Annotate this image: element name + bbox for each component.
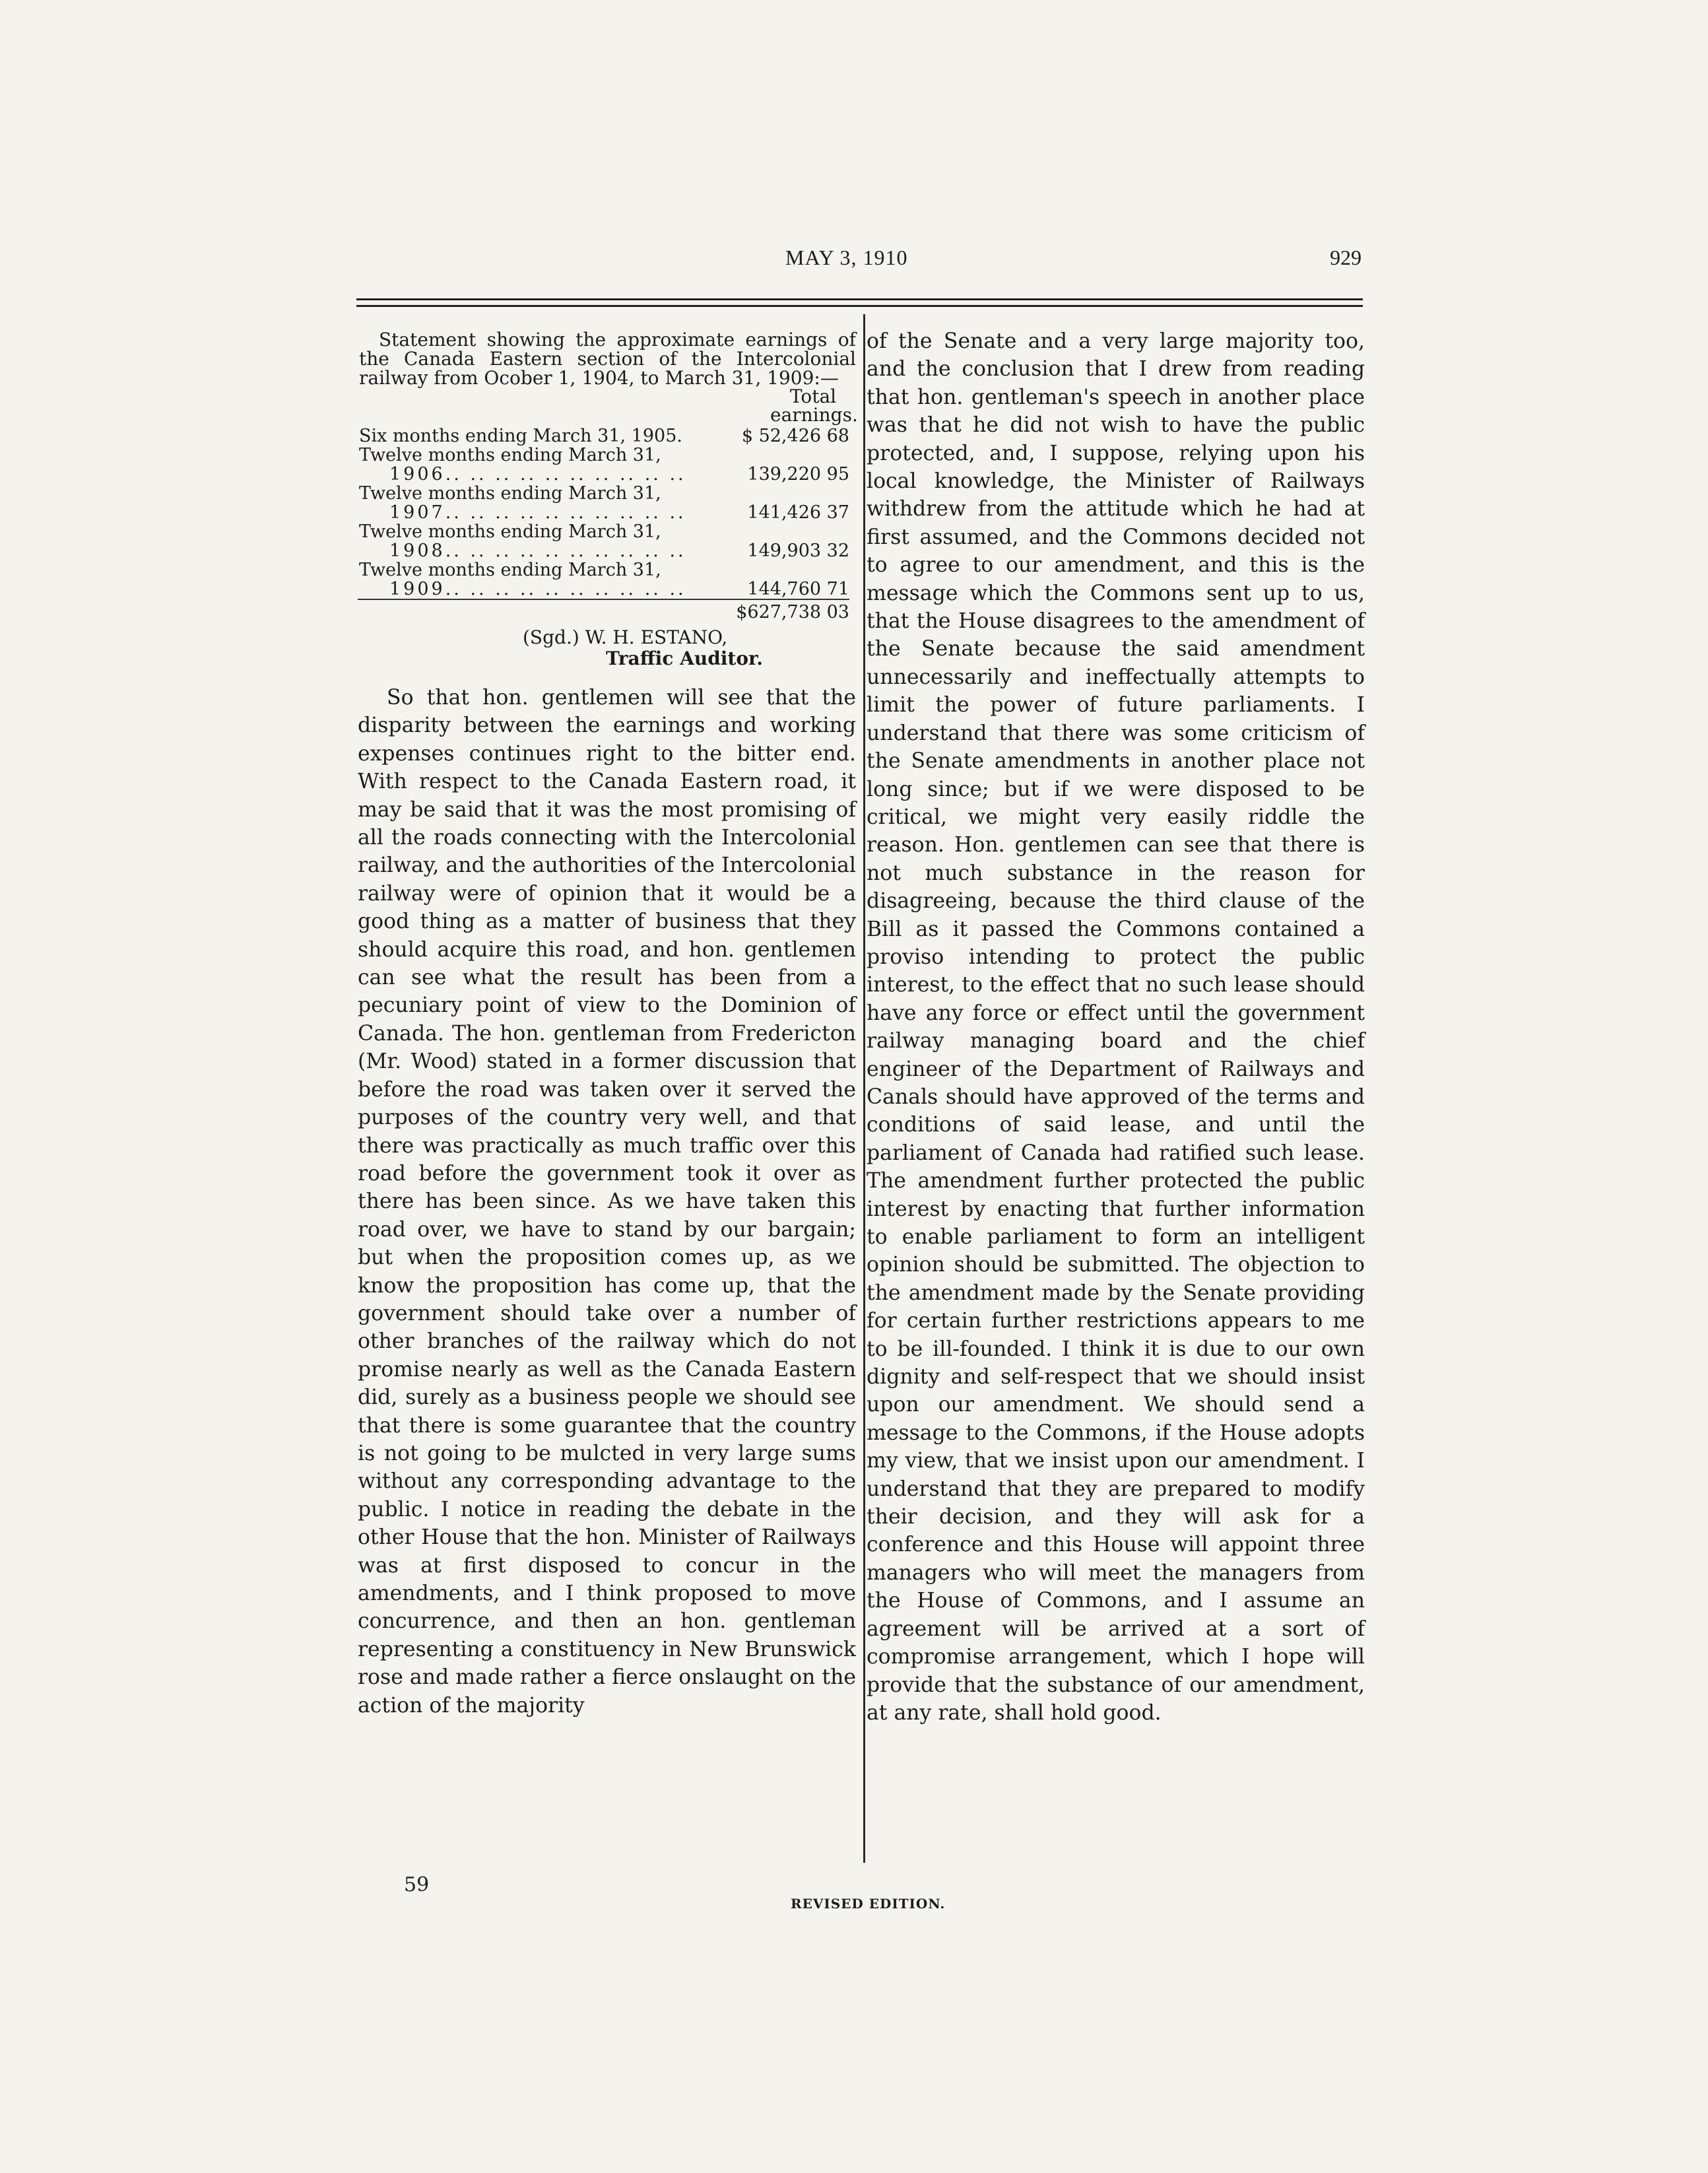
- earnings-table: [358, 426, 849, 622]
- row-sub: 1906.. .. .. .. .. .. .. .. .. ..: [389, 464, 686, 485]
- table-row: [358, 426, 849, 446]
- signature-mark: 59: [404, 1873, 430, 1896]
- row-sub: 1907.. .. .. .. .. .. .. .. .. ..: [389, 502, 686, 523]
- signature-block: [523, 627, 856, 669]
- row-label: Twelve months ending March 31,: [359, 445, 661, 465]
- signature-title: Traffic Auditor.: [606, 648, 763, 669]
- right-paragraph: of the Senate and a very large majority too, and the conclusion that I drew from reading that hon. gentleman's speech in another place was that he did not wish to have the public protected, and, I suppose, relying upon his local knowledge, the Minister of Railways withdrew from the attitude which he had at first assumed, and the Commons decided not to agree to our amendment, and this is the message which the Commons sent up to us, that the House disagrees to the amendment of the Senate because the said amendment unnecessarily and ineffectually attempts to limit the power of future parliaments. I understand that there was some criticism of the Senate amendments in another place not long since; but if we were disposed to be critical, we might very easily riddle the reason. Hon. gentlemen can see that there is not much substance in the reason for disagreeing, because the third clause of the Bill as it passed the Commons contained a proviso intending to protect the public interest, to the effect that no such lease should have any force or effect until the government railway managing board and the chief engineer of the Department of Railways and Canals should have approved of the terms and conditions of said lease, and until the parliament of Canada had ratified such lease. The amendment further protected the public interest by enacting that further information to enable parliament to form an intelligent opinion should be submitted. The objection to the amendment made by the Senate providing for certain further restrictions appears to me to be ill-founded. I think it is due to our own dignity and self-respect that we should insist upon our amendment. We should send a message to the Commons, if the House adopts my view, that we insist upon our amendment. I understand that they are prepared to modify their decision, and they will ask for a conference and this House will appoint three managers who will meet the managers from the House of Commons, and I assume an agreement will be arrived at a sort of compromise arrangement, which I hope will provide that the substance of our amendment, at any rate, shall hold good.: [867, 329, 1365, 1725]
- row-label: Six months ending March 31, 1905.: [359, 426, 682, 446]
- edition-label: REVISED EDITION.: [791, 1896, 946, 1912]
- table-row: [358, 446, 849, 465]
- table-total-row: [358, 599, 849, 622]
- row-label: Twelve months ending March 31,: [359, 483, 661, 504]
- table-row: [358, 503, 849, 522]
- total-amount: $627,738 03: [736, 599, 849, 622]
- row-sub: 1908.. .. .. .. .. .. .. .. .. ..: [389, 541, 686, 561]
- row-label: Twelve months ending March 31,: [359, 560, 661, 580]
- header-rule: [356, 298, 1363, 300]
- row-amount: 149,903 32: [747, 541, 849, 561]
- table-row: [358, 580, 849, 599]
- header-date: MAY 3, 1910: [785, 246, 908, 269]
- column-divider: [863, 314, 865, 1863]
- table-row: [358, 541, 849, 560]
- row-sub: 1909.. .. .. .. .. .. .. .. .. ..: [389, 579, 686, 599]
- row-amount: 141,426 37: [747, 502, 849, 523]
- row-amount: 144,760 71: [747, 579, 849, 599]
- header-rule: [356, 305, 1363, 307]
- table-row: [358, 522, 849, 541]
- table-row: [358, 560, 849, 580]
- page-number: 929: [1330, 246, 1362, 269]
- right-column: [867, 327, 1365, 1727]
- row-label: Twelve months ending March 31,: [359, 521, 661, 542]
- row-amount: $ 52,426 68: [741, 426, 849, 446]
- table-row: [358, 484, 849, 503]
- column-header-text: Total earnings.: [770, 385, 858, 426]
- left-paragraph: So that hon. gentlemen will see that the disparity between the earnings and working expenses continues right to the bitter end. With respect to the Canada Eastern road, it may be said that it was the most promising of all the roads connecting with the Intercolonial railway, and the authorities of the Intercolonial railway were of opinion that it would be a good thing as a matter of business that they should acquire this road, and hon. gentlemen can see what the result has been from a pecuniary point of view to the Dominion of Canada. The hon. gentleman from Fredericton (Mr. Wood) stated in a former discussion that before the road was taken over it served the purposes of the country very well, and that there was practically as much traffic over this road before the government took it over as there has been since. As we have taken this road over, we have to stand by our bargain; but when the proposition comes up, as we know the proposition has come up, that the government should take over a number of other branches of the railway which do not promise nearly as well as the Canada Eastern did, surely as a business people we should see that there is some guarantee that the country is not going to be mulcted in very large sums without any corresponding advantage to the public. I notice in reading the debate in the other House that the hon. Minister of Railways was at first disposed to concur in the amendments, and I think proposed to move concurrence, and then an hon. gentleman representing a constituency in New Brunswick rose and made rather a fierce onslaught on the action of the majority: [358, 686, 856, 1718]
- table-row: [358, 465, 849, 484]
- statement-caption: Statement showing the approximate earnings of the Canada Eastern section of the Intercolonial railway from Ocober 1, 1904, to March 31, 1909:—: [359, 329, 856, 389]
- left-column: [358, 330, 856, 1720]
- signature: (Sgd.) W. H. ESTANO,: [523, 626, 728, 648]
- row-amount: 139,220 95: [747, 464, 849, 485]
- total-earnings-header: [358, 387, 856, 425]
